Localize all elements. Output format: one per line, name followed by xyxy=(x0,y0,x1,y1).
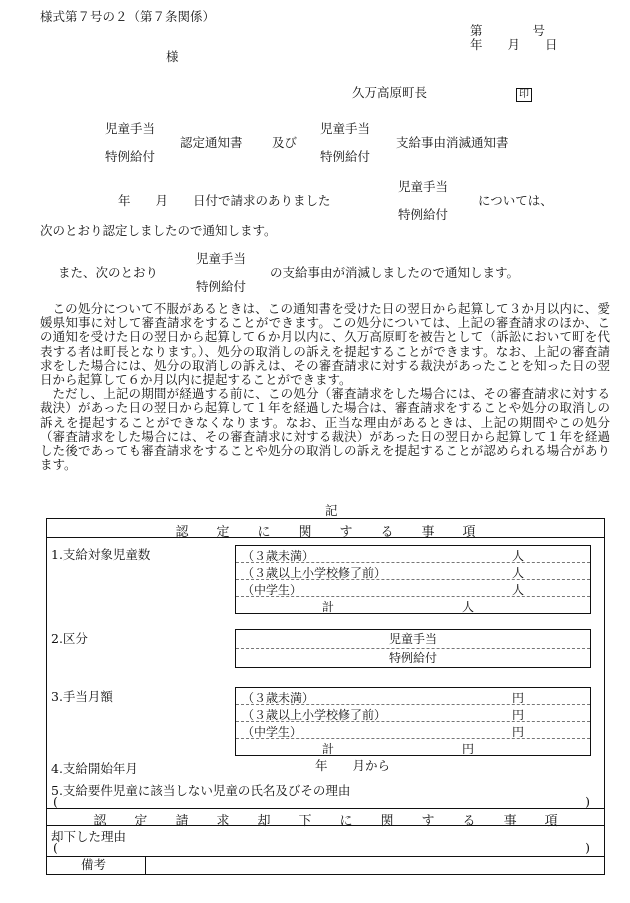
title-jido-teate-1: 児童手当 xyxy=(105,121,156,136)
issuer-name: 久万高原町長 xyxy=(352,85,428,100)
item2-label: 2.区分 xyxy=(51,631,88,646)
child-count-box xyxy=(235,545,591,614)
line3-start: また、次のとおり xyxy=(58,265,159,280)
item5-label: 5.支給要件児童に該当しない児童の氏名及びその理由 xyxy=(51,783,351,798)
child-count-row: （３歳未満） 人 xyxy=(236,546,590,563)
document-number: 第 号 xyxy=(470,23,546,38)
form-table xyxy=(46,518,605,875)
line1-tokurei-kyufu: 特例給付 xyxy=(398,207,449,222)
line3-end: の支給事由が消滅しましたので通知します。 xyxy=(270,265,520,280)
title-oyobi: 及び xyxy=(272,135,298,150)
rejection-reason-label: 却下した理由 xyxy=(51,829,127,844)
appeal-paragraph-1: この処分について不服があるときは、この通知書を受けた日の翌日から起算して３か月以内に、愛媛県知事に対して審査請求をすることができます。この処分については、上記の審査請求のほか、この通知を受けた日の翌日から起算して６か月以内に、久万高原町を被告として（訴訟において町を代表する者は町長となります。）、処分の取消しの訴えを提起することができます。なお、上記の審査請求をした場合には、処分の取消しの訴えは、その審査請求に対する裁決があったことを知った日の翌日から起算して６か月以内に提起することができます。 xyxy=(40,301,610,388)
line1-end: については、 xyxy=(478,193,553,208)
divider xyxy=(47,808,604,809)
appeal-notice xyxy=(40,302,610,472)
issue-date: 年 月 日 xyxy=(470,37,558,52)
monthly-amount-row: （３歳未満） 円 xyxy=(236,688,590,705)
title-tokurei-kyufu-2: 特例給付 xyxy=(320,149,371,164)
item5-paren-open: ( xyxy=(53,794,58,809)
child-count-row: （３歳以上小学校修了前） 人 xyxy=(236,563,590,580)
monthly-amount-total: 計 円 xyxy=(322,742,474,756)
divider xyxy=(47,537,604,538)
title-tokurei-kyufu-1: 特例給付 xyxy=(105,149,156,164)
title-jido-teate-2: 児童手当 xyxy=(320,121,371,136)
item5-paren-close: ) xyxy=(585,794,590,809)
item4-label: 4.支給開始年月 xyxy=(51,761,138,776)
category-tokurei-kyufu: 特例給付 xyxy=(388,651,437,665)
remarks-divider xyxy=(145,856,146,874)
title-nintei-notice: 認定通知書 xyxy=(180,135,243,150)
form-number: 様式第７号の２（第７条関係） xyxy=(40,9,216,24)
line3-jido-teate: 児童手当 xyxy=(196,251,247,266)
title-shometsu-notice: 支給事由消滅通知書 xyxy=(396,135,509,150)
rejection-paren-open: ( xyxy=(53,840,58,855)
start-month-value: 年 月から xyxy=(315,758,391,773)
monthly-amount-row: （３歳以上小学校修了前） 円 xyxy=(236,705,590,722)
category-jido-teate: 児童手当 xyxy=(236,630,590,649)
appeal-paragraph-2: ただし、上記の期間が経過する前に、この処分（審査請求をした場合には、その審査請求に対する裁決）があった日の翌日から起算して１年を経過した場合は、審査請求をすることや処分の取消しの訴えを提起することができなくなります。なお、正当な理由があるときは、上記の期間やこの処分（審査請求をした場合には、その審査請求に対する裁決）があった日の翌日から起算して１年を経過した後であっても審査請求をすることや処分の取消しの訴えを提起することが認められる場合があります。 xyxy=(40,386,610,473)
approval-sentence: 次のとおり認定しましたので通知します。 xyxy=(40,223,277,238)
item3-label: 3.手当月額 xyxy=(51,689,113,704)
line3-tokurei-kyufu: 特例給付 xyxy=(196,279,247,294)
rejection-paren-close: ) xyxy=(585,840,590,855)
category-box xyxy=(235,629,591,668)
child-count-total: 計 人 xyxy=(322,600,474,614)
addressee-suffix: 様 xyxy=(166,49,179,64)
ki-heading: 記 xyxy=(325,503,338,518)
divider xyxy=(47,825,604,826)
request-date-line: 年 月 日付で請求のありました xyxy=(118,193,331,208)
remarks-label: 備考 xyxy=(81,857,107,872)
child-count-row: （中学生） 人 xyxy=(236,580,590,597)
monthly-amount-box xyxy=(235,687,591,756)
divider xyxy=(47,856,604,857)
item1-label: 1.支給対象児童数 xyxy=(51,547,151,562)
section-heading-nintei: 認 定 に 関 す る 事 項 xyxy=(175,525,476,540)
line1-jido-teate: 児童手当 xyxy=(398,179,449,194)
seal-mark: 印 xyxy=(516,86,532,102)
section-heading-kyakka: 認 定 請 求 却 下 に 関 す る 事 項 xyxy=(93,814,558,829)
monthly-amount-row: （中学生） 円 xyxy=(236,722,590,739)
